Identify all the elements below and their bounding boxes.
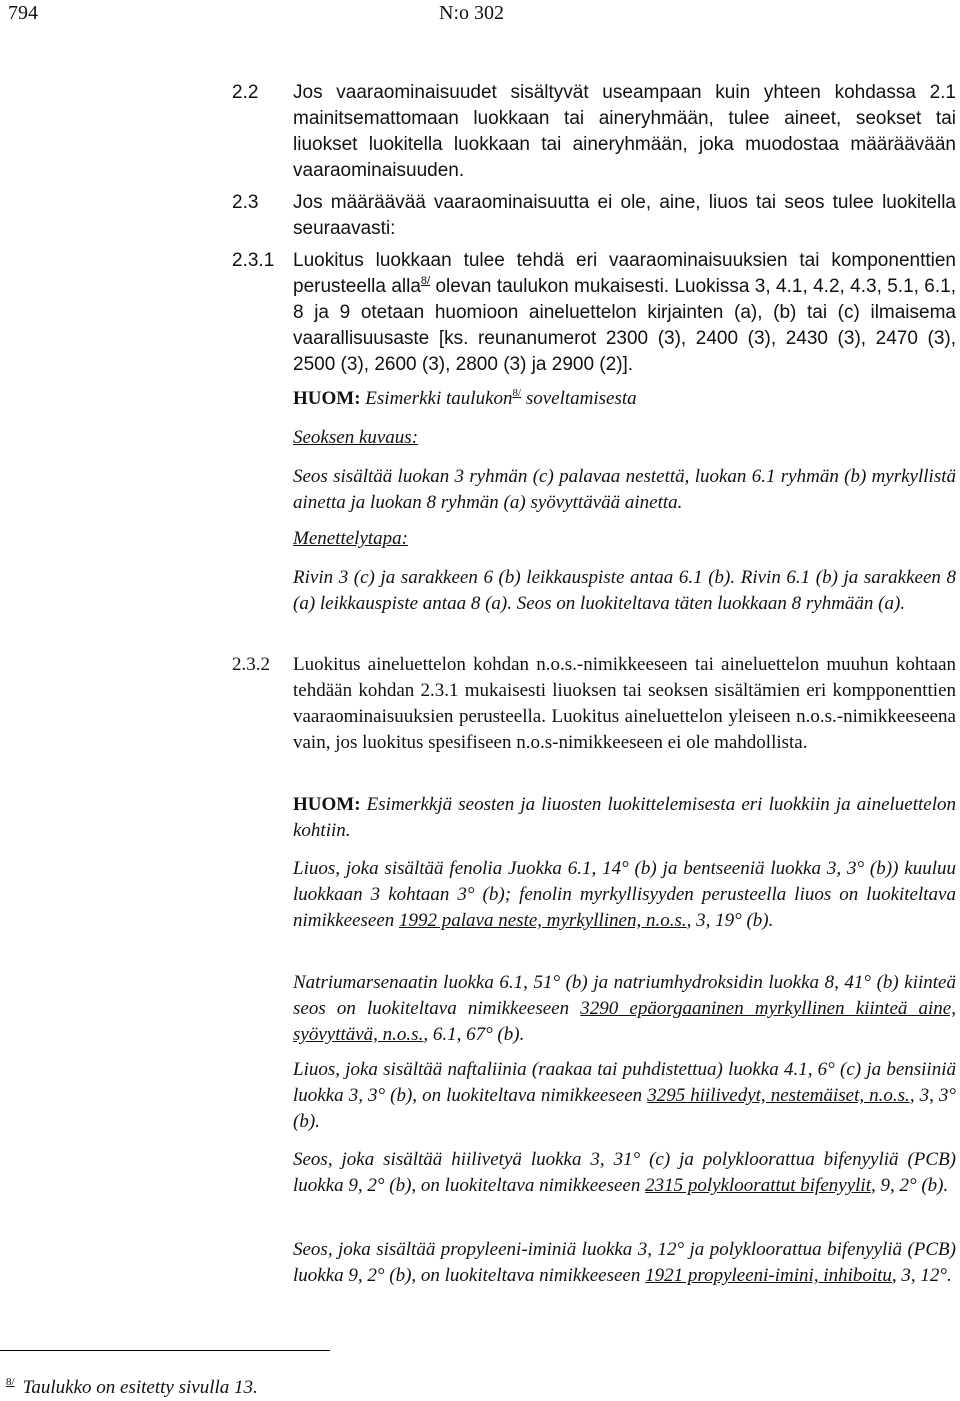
un-entry: 1921 propyleeni-imini, inhiboitu <box>645 1265 892 1286</box>
un-entry: 1992 palava neste, myrkyllinen, n.o.s. <box>399 910 687 931</box>
section-number: 2.2 <box>232 82 259 103</box>
section-text: Luokitus aineluettelon kohdan n.o.s.-nimikkeeseen tai aineluettelon muuhun kohtaan tehdään kohdan 2.3.1 mukaisesti liuoksen tai seoksen sisältämien eri kompponenttien vaaraominaisuuksien perusteella. Luokitus aineluettelon yleiseen n.o.s.-nimikkeeseena vain, jos luokitus spesifiseen n.o.s-nimikkeeseen ei ole mahdollista. <box>293 654 956 753</box>
description-text: Seos sisältää luokan 3 ryhmän (c) palavaa nestettä, luokan 6.1 ryhmän (b) myrkyllistä ainetta ja luokan 8 ryhmän (a) syövyttävää ainetta. <box>293 466 956 513</box>
page-number: 794 <box>8 2 38 24</box>
subheading: Menettelytapa: <box>293 528 409 549</box>
footnote-text: Taulukko on esitetty sivulla 13. <box>22 1377 258 1398</box>
example-paragraph: Seos, joka sisältää propyleeni-iminiä luokka 3, 12° ja polykloorattua bifenyyliä (PCB) luokka 9, 2° (b), on luokiteltava nimikkeeseen 1921 propyleeni-imini, inhiboitu, 3, 12°. <box>293 1239 956 1286</box>
example-paragraph: Liuos, joka sisältää fenolia Juokka 6.1, 14° (b) ja bentseeniä luokka 3, 3° (b)) kuuluu luokkaan 3 kohtaan 3° (b); fenolin myrkyllisyyden perusteella liuos on luokiteltava nimikkeeseen 1992 palava neste, myrkyllinen, n.o.s., 3, 19° (b). <box>293 858 956 931</box>
issue-number: N:o 302 <box>439 2 504 24</box>
footnote-divider <box>0 1350 330 1351</box>
section-number: 2.3.1 <box>232 250 275 271</box>
footnote-mark: 8/ <box>6 1376 15 1388</box>
un-entry: 3290 epäorgaaninen myrkyllinen kiinteä aine, syövyttävä, n.o.s. <box>293 998 956 1045</box>
section-number: 2.3 <box>232 192 259 213</box>
un-entry: 2315 polykloorattut bifenyylit <box>645 1175 871 1196</box>
example-paragraph: Natriumarsenaatin luokka 6.1, 51° (b) ja natriumhydroksidin luokka 8, 41° (b) kiinteä seos on luokiteltava nimikkeeseen 3290 epäorgaaninen myrkyllinen kiinteä aine, syövyttävä, n.o.s., 6.1, 67° (b). <box>293 972 956 1045</box>
note-label: HUOM: <box>293 388 361 409</box>
section-text: Jos määräävää vaaraominaisuutta ei ole, aine, liuos tai seos tulee luokitella seuraavasti: <box>293 192 956 239</box>
procedure-text: Rivin 3 (c) ja sarakkeen 6 (b) leikkauspiste antaa 6.1 (b). Rivin 6.1 (b) ja sarakkeen 8 (a) leikkauspiste antaa 8 (a). Seos on luokiteltava täten luokkaan 8 ryhmään (a). <box>293 567 956 614</box>
footnote <box>6 1375 258 1401</box>
section-number: 2.3.2 <box>232 654 270 675</box>
note-label: HUOM: <box>293 794 361 815</box>
example-paragraph: Seos, joka sisältää hiilivetyä luokka 3, 31° (c) ja polykloorattua bifenyyliä (PCB) luokka 9, 2° (b), on luokiteltava nimikkeeseen 2315 polykloorattut bifenyylit, 9, 2° (b). <box>293 1149 956 1196</box>
subheading: Seoksen kuvaus: <box>293 427 419 448</box>
footnote-ref: 8/ <box>512 387 522 399</box>
note-heading: HUOM: Esimerkkjä seosten ja liuosten luokittelemisesta eri luokkiin ja aineluettelon kohtiin. <box>293 794 956 841</box>
note-heading: HUOM: Esimerkki taulukon$^{8/}$ soveltamisesta <box>293 387 637 409</box>
section-text: Jos vaaraominaisuudet sisältyvät useampaan kuin yhteen kohdassa 2.1 mainitsemattomaan luokkaan tai aineryhmään, tulee aineet, seokset tai liuokset luokitella luokkaan tai aineryhmään, joka muodostaa määräävään vaaraominaisuuden. <box>293 82 956 181</box>
example-paragraph: Liuos, joka sisältää naftaliinia (raakaa tai puhdistettua) luokka 4.1, 6° (c) ja bensiiniä luokka 3, 3° (b), on luokiteltava nimikkeeseen 3295 hiilivedyt, nestemäiset, n.o.s., 3, 3° (b). <box>293 1059 956 1132</box>
footnote-ref: 8/ <box>420 275 431 287</box>
un-entry: 3295 hiilivedyt, nestemäiset, n.o.s. <box>647 1085 910 1106</box>
section-text: Luokitus luokkaan tulee tehdä eri vaaraominaisuuksien tai komponenttien perusteella alla$^{8/}$ olevan taulukon mukaisesti. Luokissa 3, 4.1, 4.2, 4.3, 5.1, 6.1, 8 ja 9 otetaan huomioon aineluettelon kirjainten (a), (b) tai (c) ilmaisema vaarallisuusaste [ks. reunanumerot 2300 (3), 2400 (3), 2430 (3), 2470 (3), 2500 (3), 2600 (3), 2800 (3) ja 2900 (2)]. <box>293 250 956 375</box>
